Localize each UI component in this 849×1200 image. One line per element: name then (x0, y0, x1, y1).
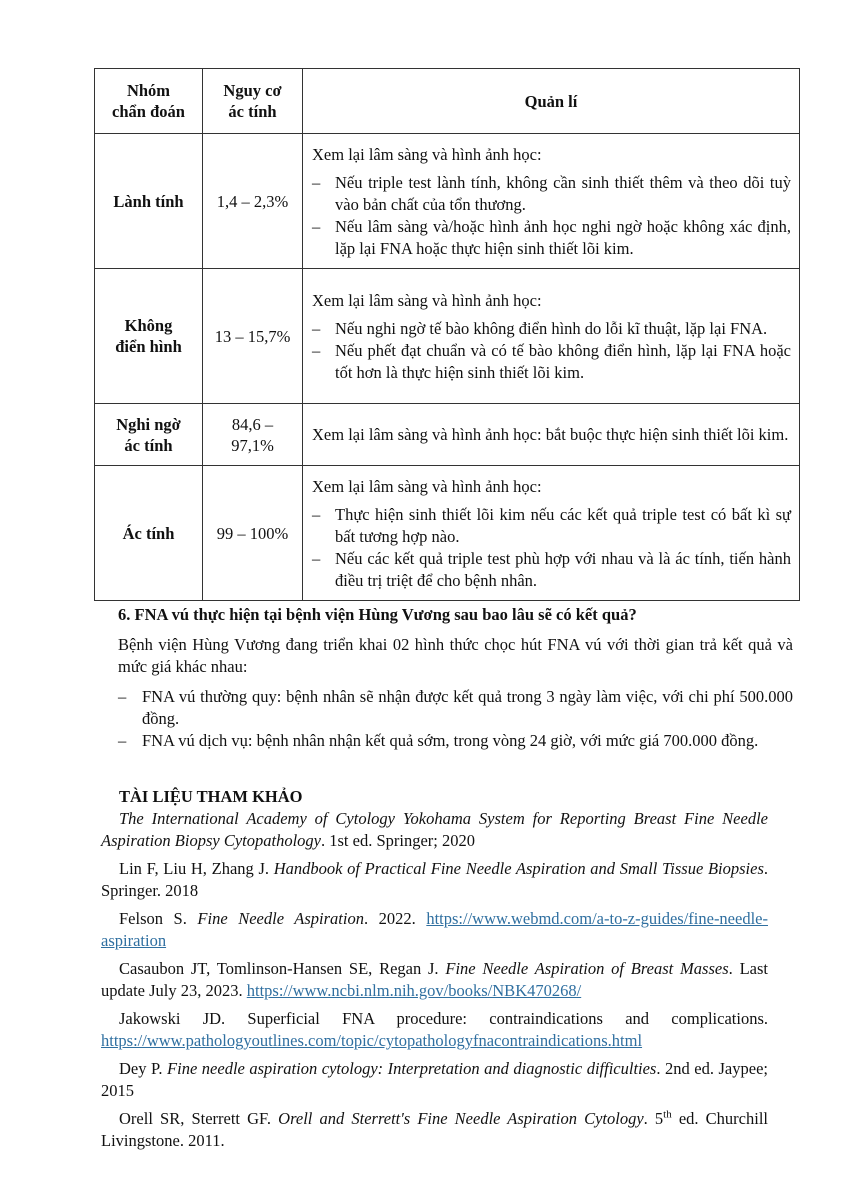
risk-cell: 13 – 15,7% (203, 269, 303, 404)
reference-item: Orell SR, Sterrett GF. Orell and Sterrett's Fine Needle Aspiration Cytology. 5th ed. Churchill Livingstone. 2011. (101, 1108, 768, 1150)
header-management: Quản lí (303, 69, 800, 134)
group-cell: Ác tính (95, 466, 203, 601)
fna-management-table (94, 68, 800, 601)
references-heading: TÀI LIỆU THAM KHẢO (119, 787, 303, 806)
reference-item: Dey P. Fine needle aspiration cytology: Interpretation and diagnostic difficulties. 2nd ed. Jaypee; 2015 (101, 1059, 768, 1100)
risk-cell: 99 – 100% (203, 466, 303, 601)
group-cell: Nghi ngờ ác tính (95, 404, 203, 466)
section-6-heading: 6. FNA vú thực hiện tại bệnh viện Hùng Vương sau bao lâu sẽ có kết quả? (118, 605, 637, 624)
management-intro: Xem lại lâm sàng và hình ảnh học: (312, 476, 542, 496)
section-6 (94, 604, 800, 752)
reference-link[interactable]: https://www.webmd.com/a-to-z-guides/fine-needle-aspiration (101, 909, 768, 950)
risk-cell: 84,6 – 97,1% (203, 404, 303, 466)
reference-item: Lin F, Liu H, Zhang J. Handbook of Practical Fine Needle Aspiration and Small Tissue Biopsies. Springer. 2018 (101, 859, 768, 900)
table-row (95, 466, 800, 601)
management-bullet: – Thực hiện sinh thiết lõi kim nếu các kết quả triple test có bất kì sự bất tương hợp nào. (312, 504, 791, 546)
management-bullet: – Nếu nghi ngờ tế bào không điển hình do lỗi kĩ thuật, lặp lại FNA. (312, 318, 768, 338)
section-6-paragraph: Bệnh viện Hùng Vương đang triển khai 02 hình thức chọc hút FNA vú với thời gian trả kết quả và mức giá khác nhau: (118, 635, 793, 676)
management-cell (303, 134, 800, 269)
management-bullet: – Nếu lâm sàng và/hoặc hình ảnh học nghi ngờ hoặc không xác định, lặp lại FNA hoặc thực hiện sinh thiết lõi kim. (312, 216, 791, 258)
table-header-row (95, 69, 800, 134)
section-6-bullet: – FNA vú dịch vụ: bệnh nhân nhận kết quả sớm, trong vòng 24 giờ, với mức giá 700.000 đồng. (118, 731, 759, 750)
reference-item: The International Academy of Cytology Yokohama System for Reporting Breast Fine Needle Aspiration Biopsy Cytopathology. 1st ed. Springer; 2020 (101, 809, 768, 850)
table-row (95, 269, 800, 404)
reference-link[interactable]: https://www.ncbi.nlm.nih.gov/books/NBK470268/ (246, 981, 582, 1000)
management-bullet: – Nếu triple test lành tính, không cần sinh thiết thêm và theo dõi tuỳ vào bản chất của tổn thương. (312, 172, 791, 214)
references-section (101, 786, 768, 1158)
management-cell (303, 466, 800, 601)
management-cell (303, 269, 800, 404)
management-intro: Xem lại lâm sàng và hình ảnh học: (312, 144, 542, 164)
reference-item: Felson S. Fine Needle Aspiration. 2022. https://www.webmd.com/a-to-z-guides/fine-needle-aspiration (101, 909, 768, 950)
management-bullet: – Nếu phết đạt chuẩn và có tế bào không điển hình, lặp lại FNA hoặc tốt hơn là thực hiện sinh thiết lõi kim. (312, 340, 791, 382)
risk-cell: 1,4 – 2,3% (203, 134, 303, 269)
header-group: Nhóm chẩn đoán (95, 69, 203, 134)
management-cell: Xem lại lâm sàng và hình ảnh học: bắt buộc thực hiện sinh thiết lõi kim. (303, 404, 800, 466)
reference-item: Jakowski JD. Superficial FNA procedure: contraindications and complications. https://www.pathologyoutlines.com/topic/cytopathologyfnacontraindications.html (101, 1009, 768, 1050)
header-risk: Nguy cơ ác tính (203, 69, 303, 134)
management-bullet: – Nếu các kết quả triple test phù hợp với nhau và là ác tính, tiến hành điều trị triệt để cho bệnh nhân. (312, 548, 791, 590)
section-6-bullet: – FNA vú thường quy: bệnh nhân sẽ nhận được kết quả trong 3 ngày làm việc, với chi phí 500.000 đồng. (118, 687, 793, 728)
group-cell: Lành tính (95, 134, 203, 269)
table-row (95, 404, 800, 466)
management-intro: Xem lại lâm sàng và hình ảnh học: (312, 290, 542, 310)
reference-item: Casaubon JT, Tomlinson-Hansen SE, Regan J. Fine Needle Aspiration of Breast Masses. Last update July 23, 2023. https://www.ncbi.nlm.nih.gov/books/NBK470268/ (101, 959, 768, 1000)
reference-link[interactable]: https://www.pathologyoutlines.com/topic/cytopathologyfnacontraindications.html (101, 1031, 643, 1050)
group-cell: Không điển hình (95, 269, 203, 404)
table-row (95, 134, 800, 269)
